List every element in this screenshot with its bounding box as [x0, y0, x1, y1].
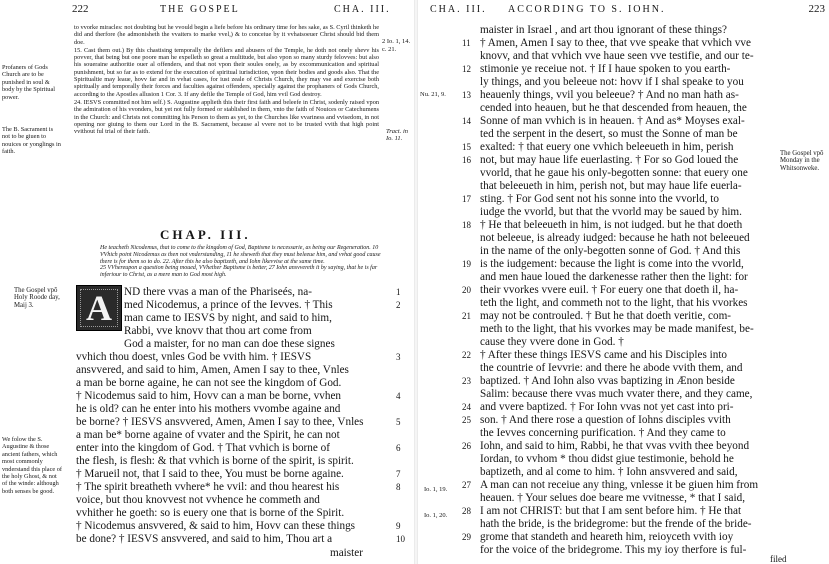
text-line: ly things, and you beleeue not: hovv if I shal speake to you	[480, 76, 744, 88]
text-line: Rabbi, vve knovv that thou art come from	[124, 325, 312, 337]
text-line: a man be* borne againe of vvater and the Spirit, he can not	[76, 429, 340, 441]
verse-number: 23	[462, 376, 471, 386]
verse-number: 3	[396, 352, 401, 362]
left-page	[0, 0, 414, 564]
text-line: teth the light, and commeth not to the light, that his vvorkes	[480, 297, 748, 309]
text-line: their vvorkes vvere euil. † For euery one that doeth il, ha-	[480, 284, 739, 296]
chapter-heading: CHAP. III.	[160, 227, 251, 242]
text-line: meth to the light, that his vvorkes may be made manifest, be-	[480, 323, 754, 335]
text-line: hath the bride, is the bridegrome: but the frende of the bride-	[480, 518, 752, 530]
text-line: † He that beleeueth in him, is not iudged. but he that doeth	[480, 219, 743, 231]
verse-number: 16	[462, 155, 471, 165]
text-line: he is old? can he enter into his mothers vvombe againe and	[76, 403, 341, 415]
verse-number: 25	[462, 415, 471, 425]
text-line: man came to IESVS by night, and said to him,	[124, 312, 332, 324]
text-line: sting. † For God sent not his sonne into the vvorld, to	[480, 193, 719, 205]
ref-io-1-19: Io. 1, 19.	[424, 486, 448, 493]
text-line: Iordan, to vvhom * thou didst giue testimonie, behold he	[480, 453, 734, 465]
ref-io-1-14: 2 Io. 1, 14.	[382, 38, 411, 45]
verse-number: 5	[396, 417, 401, 427]
margin-note-holy-ghost: We folow the S. Augustine & those ancient fathers, which most commonly vnderstand this place of the holy Ghost, & not of the winde: although both senses be good.	[2, 436, 62, 495]
verse-number: 8	[396, 482, 401, 492]
text-line: heauen. † Your selues doe beare me vvitnesse, * that I said,	[480, 492, 746, 504]
verse-number: 26	[462, 441, 471, 451]
verse-number: 21	[462, 311, 471, 321]
text-line: maister in Israel , and art thou ignorant of these things?	[480, 24, 727, 36]
text-line: that beleeueth in him, perish not, but may haue life euerla-	[480, 180, 742, 192]
ref-nu-21-9: Nu. 21, 9.	[420, 91, 446, 98]
text-line: vvhich thou doest, vnles God be vvith him. † IESVS	[76, 351, 312, 363]
text-line: † Marueil not, that I said to thee, You must be borne againe.	[76, 468, 344, 480]
verse-number: 12	[462, 64, 471, 74]
verse-number: 27	[462, 480, 471, 490]
text-line: the countrie of Ievvrie: and there he abode vvith them, and	[480, 362, 743, 374]
verse-number: 4	[396, 391, 401, 401]
text-line: A man can not receiue any thing, vnlesse it be giuen him from	[480, 479, 759, 491]
verse-number: 18	[462, 220, 471, 230]
verse-number: 14	[462, 116, 471, 126]
text-line: knovv, and that vvhich vve haue seen vve testifie, and our te-	[480, 50, 754, 62]
text-line: the Ievves concerning purification. † And they came to	[480, 427, 726, 439]
text-line: a man be borne againe, he can not see the kingdom of God.	[76, 377, 342, 389]
text-line: baptizeth, and al come to him. † Iohn ansvvered and said,	[480, 466, 738, 478]
text-line: Sonne of man vvhich is in heauen. † And as* Moyses exal-	[480, 115, 745, 127]
page-number-left: 222	[72, 3, 89, 15]
verse-number: 19	[462, 259, 471, 269]
text-line: son. † And there rose a question of Iohns disciples vvith	[480, 414, 731, 426]
text-line: † The spirit breatheth vvhere* he vvil: and thou hearest his	[76, 481, 340, 493]
catchword: maister	[330, 547, 363, 559]
verse-number: 2	[396, 300, 401, 310]
verse-number: 22	[462, 350, 471, 360]
text-line: † After these things IESVS came and his Disciples into	[480, 349, 728, 361]
text-line: I am not CHRIST: but that I am sent before him. † He that	[480, 505, 742, 517]
text-line: ansvvered, and said to him, Amen, Amen I say to thee, Vnles	[76, 364, 349, 376]
verse-number: 28	[462, 506, 471, 516]
margin-note-whitsonweke: The Gospel vpō Monday in the Whitsonweke.	[780, 150, 824, 172]
margin-note-gospel-holy-roode: The Gospel vpō Holy Roode day, Maij 3.	[14, 287, 60, 309]
text-line: exalted: † that euery one vvhich beleeueth in him, perish	[480, 141, 734, 153]
text-line: ted the serpent in the desert, so must the Sonne of man be	[480, 128, 738, 140]
text-line: and vvere baptized. † For Iohn vvas not yet cast into pri-	[480, 401, 734, 413]
text-line: be borne? † IESVS ansvvered, Amen, Amen I say to thee, Vnles	[76, 416, 364, 428]
annotation-committed-not: 24. IESVS committed not him self.) S. Augustine applieth this their first faith and beleefe in Christ, sodenly raised vpon the admiration of his vvonders, but yet not fully formed or stablished in them, vnto the faith of Nouices or Catechumens in the Church: and Christs not committing his Person to them as yet, to the Churches like vvariness and vvisedom, in not opening nor giuing to them our Lord in the B. Sacrament, because al vvere not to be trusted vvith that high point vvithout ful trial of their faith.	[74, 98, 379, 136]
text-line: God a maister, for no man can doe these signes	[124, 338, 335, 350]
text-line: voice, but thou knovvest not vvhence he commeth and	[76, 494, 320, 506]
verse-number: 13	[462, 90, 471, 100]
chapter-summary-part: 25 VVhereupon a question being moued, VVhether Baptisme is better, 27 Iohn ansvvereth it by saying, that he is far inferiour to Christ, as a mere man to God most high.	[100, 265, 378, 279]
verse-number: 10	[396, 534, 405, 544]
verse-number: 7	[396, 469, 401, 479]
text-line: not beleeue, is already iudged: because he hath not beleeued	[480, 232, 750, 244]
margin-note-sacrament: The B. Sacrament is not to be giuen to nouices or yonglings in faith.	[2, 126, 61, 156]
catchword: filed	[770, 554, 787, 564]
verse-number: 6	[396, 443, 401, 453]
text-line: the flesh, is flesh: & that vvhich is borne of the spirit, is spirit.	[76, 455, 354, 467]
verse-number: 17	[462, 194, 471, 204]
annotation-cast-them-out: 15. Cast them out.) By this chastising temporally the defilers and abusers of the Temple, he doth not onely shevv his povver, that being but one poore man he expelleth so great a multitude, but also vpon so many sturdy felovves: but also his soueraine authoritie ouer al offenders, and that not vpon their soules onely, as by excommunication and spiritual punishment, but so far as to extend for the execution of spiritual iurisdiction, vpon their bodies and goods also. That the Spiritualtie may leaue, hovv far and in vvhat cases, for iust zeale of Christs Church, they may vse and exercise both spiritually and temporally their forces and faculties against offenders, specially against the prophaners of Gods Church, according to the Apostles allusion 1 Cor. 3. If any defile the Temple of God, him vvil God destroy.	[74, 46, 379, 98]
text-line: cause they vvere done in God. †	[480, 336, 624, 348]
chapter-summary-part: He teacheth Nicodemus, that to come to the kingdom of God, Baptisme is necessarie, as being our Regeneration. 10 VVhich point Nicodemus as then not vnderstanding, 11 he sheweth that they must beleeue him, and vvhat good cause there is for them so to do. 22. After this he also baptizeth, and Iohn likevvise at the same time.	[100, 245, 381, 265]
annotation-miracles: to vvorke miracles: not doubting but he vvould begin a liefe before his ordinary time for hes sake, as S. Cyril thinketh he did and therfore (he admonisheth the vvaiters to marke vvel,) & to conceiue by it vvhatsoeuer Christ should bid them doe.	[74, 24, 379, 46]
initial-letter: A	[86, 288, 112, 328]
text-line: Iohn, and said to him, Rabbi, he that vvas vvith thee beyond	[480, 440, 750, 452]
text-line: ND there vvas a man of the Phariseés, na-	[124, 286, 312, 298]
text-line: may not be controuled. † But he that doeth veritie, com-	[480, 310, 732, 322]
text-line: not, but may haue life euerlasting. † For so God loued the	[480, 154, 739, 166]
ref-c-21: c. 21.	[382, 46, 397, 53]
text-line: med Nicodemus, a prince of the Ievves. † This	[124, 299, 333, 311]
ref-tract-in-io: Tract. in Io. 11.	[386, 128, 409, 142]
text-line: † Amen, Amen I say to thee, that vve speake that vvhich vve	[480, 37, 751, 49]
text-line: is the iudgement: because the light is come into the vvorld,	[480, 258, 744, 270]
ref-io-1-20: Io. 1, 20.	[424, 512, 448, 519]
text-line: and men haue loued the darkenesse rather then the light: for	[480, 271, 748, 283]
text-line: Salim: because there vvas much vvater there, and they came,	[480, 388, 753, 400]
chapter-ref-left: CHA. III.	[334, 4, 391, 15]
text-line: be done? † IESVS ansvvered, and said to him, Thou art a	[76, 533, 333, 545]
text-line: † Nicodemus said to him, Hovv can a man be borne, vvhen	[76, 390, 342, 402]
running-head-left: THE GOSPEL	[160, 4, 240, 15]
annotations	[74, 24, 379, 136]
verse-number: 15	[462, 142, 471, 152]
running-head-right: ACCORDING TO S. IOHN.	[508, 4, 666, 15]
text-line: vvhither he goeth: so is euery one that is borne of the Spirit.	[76, 507, 345, 519]
text-line: in the name of the only-begotten sonne of God. † And this	[480, 245, 741, 257]
text-line: grome that standeth and heareth him, reioyceth vvith ioy	[480, 531, 734, 543]
right-page	[418, 0, 829, 564]
text-line: for the voice of the bridegrome. This my ioy therfore is ful-	[480, 544, 747, 556]
text-line: heauenly things, vvil you beleeue? † And no man hath as-	[480, 89, 739, 101]
verse-number: 20	[462, 285, 471, 295]
verse-number: 29	[462, 532, 471, 542]
verse-number: 9	[396, 521, 401, 531]
text-line: baptized. † And Iohn also vvas baptizing in Ænon beside	[480, 375, 735, 387]
margin-note-profaners: Profaners of Gods Church are to be punished in soul & body by the Spiritual power.	[2, 64, 55, 101]
verse-number: 24	[462, 402, 471, 412]
text-line: stimonie ye receiue not. † If I haue spoken to you earth-	[480, 63, 731, 75]
text-line: enter into the kingdom of God. † That vvhich is borne of	[76, 442, 330, 454]
verse-number: 1	[396, 287, 401, 297]
page-number-right: 223	[808, 3, 825, 15]
text-line: cended into heauen, but he that descended from heauen, the	[480, 102, 747, 114]
decorated-initial	[76, 285, 122, 331]
text-line: † Nicodemus ansvvered, & said to him, Hovv can these things	[76, 520, 356, 532]
text-line: vvorld, that he gaue his only-begotten sonne: that euery one	[480, 167, 748, 179]
verse-number: 11	[462, 38, 471, 48]
chapter-ref-right: CHA. III.	[430, 4, 487, 15]
text-line: iudge the vvorld, but that the vvorld may be saued by him.	[480, 206, 742, 218]
chapter-summary	[100, 245, 385, 279]
